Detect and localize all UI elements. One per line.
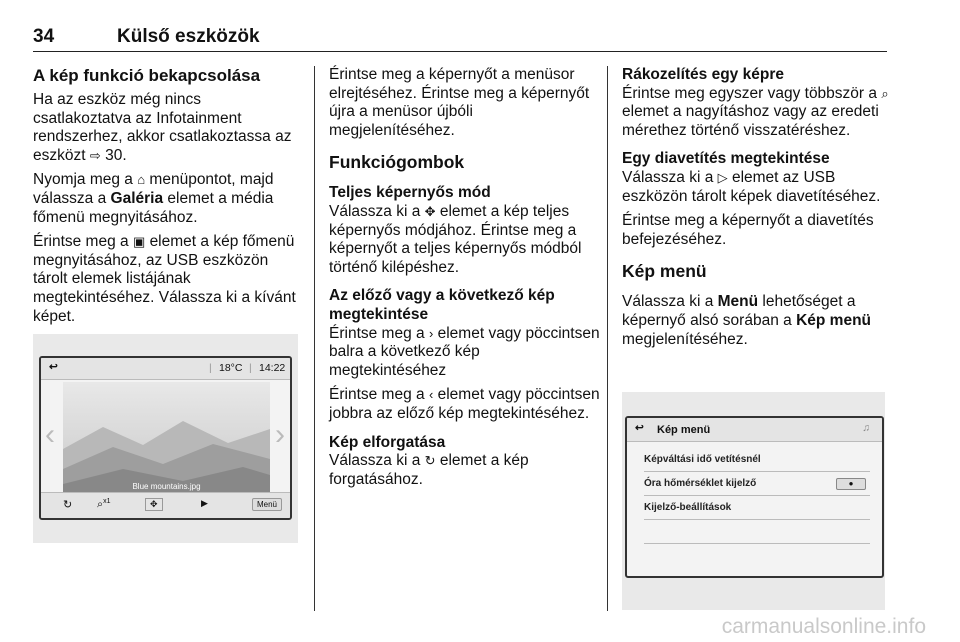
paragraph: Érintse meg a ‹ elemet vagy pöccintsen jobbra az előző kép megtekintéséhez. [329, 386, 600, 422]
column-divider [314, 66, 315, 611]
top-bar [627, 418, 882, 442]
menu-item[interactable]: Óra hőmérséklet kijelző [644, 472, 870, 496]
previous-icon[interactable]: ‹ [45, 418, 55, 451]
paragraph: Érintse meg a ▣ elemet a kép főmenü megnyitásához, az USB eszközön tárolt elemek listájának megtekintéséhez. Válassza ki a kívánt képet. [33, 233, 296, 325]
home-icon: ⌂ [137, 172, 146, 188]
picture[interactable] [63, 382, 270, 494]
subheading: Kép elforgatása [329, 433, 446, 451]
paragraph: Válassza ki a ▷ elemet az USB eszközön tárolt képek diavetítéséhez. [622, 168, 881, 205]
paragraph: Válassza ki a ↻ elemet a kép forgatásához. [329, 452, 529, 488]
menu-item[interactable]: Kijelző-beállítások [644, 496, 870, 520]
watermark: carmanualsonline.info [721, 615, 926, 638]
page-number: 34 [33, 26, 55, 47]
column-3 [622, 66, 894, 355]
menu-button[interactable]: Menü [252, 498, 282, 511]
picture-menu-screenshot [622, 392, 885, 610]
menu-item-empty [644, 520, 870, 544]
bottom-bar [41, 492, 290, 518]
paragraph: Érintse meg a képernyőt a diavetítés befejezéséhez. [622, 212, 874, 248]
column-1 [33, 66, 303, 332]
image-icon: ▣ [132, 234, 146, 250]
clock: 14:22 [259, 362, 286, 374]
paragraph: Válassza ki a ✥ elemet a kép teljes képernyős módjához. Érintse meg a képernyőt a teljes képernyős módból történő kilépéshez. [329, 202, 582, 276]
column-divider [607, 66, 608, 611]
section-heading: Kép menü [622, 261, 707, 282]
music-icon: ♫ [862, 422, 870, 434]
section-heading: Funkciógombok [329, 152, 465, 173]
zoom-icon: ⌕ [881, 85, 889, 101]
subheading: Az előző vagy a következő kép megtekintése [329, 287, 555, 323]
reference-arrow-icon: ⇨ [89, 147, 101, 163]
subheading: Egy diavetítés megtekintése [622, 150, 830, 168]
picture-menu-screen [625, 416, 884, 578]
fullscreen-icon: ✥ [424, 203, 436, 219]
page-header [33, 22, 887, 52]
paragraph: Válassza ki a Menü lehetőséget a képernyő alsó sorában a Kép menü megjelenítéséhez. [622, 293, 872, 348]
subheading: Rákozelítés egy képre [622, 66, 784, 83]
paragraph: Nyomja meg a ⌂ menüpontot, majd válassza a Galéria elemet a média főmenü megnyitásához. [33, 171, 274, 226]
paragraph: Érintse meg a › elemet vagy pöccintsen balra a következő kép megtekintéséhez [329, 324, 600, 379]
next-icon[interactable]: › [275, 418, 285, 451]
page-title: Külső eszközök [117, 26, 260, 47]
picture-viewer-screen [39, 356, 292, 520]
temperature: 18°C [219, 362, 243, 374]
paragraph: Érintse meg a képernyőt a menüsor elrejtéséhez. Érintse meg a képernyőt újra a menüsor újbóli megjelenítéséhez. [329, 66, 590, 139]
menu-item[interactable]: Képváltási idő vetítésnél [644, 448, 870, 472]
slideshow-icon[interactable]: ▶ [201, 498, 208, 508]
section-heading: A kép funkció bekapcsolása [33, 66, 261, 85]
paragraph: Ha az eszköz még nincs csatlakoztatva az Infotainment rendszerhez, akkor csatlakoztassa az eszközt ⇨ 30. [33, 91, 292, 164]
toggle-icon[interactable]: ● [836, 478, 866, 490]
menu-title: Kép menü [657, 424, 711, 436]
fullscreen-icon[interactable]: ✥ [145, 498, 163, 511]
subheading: Teljes képernyős mód [329, 184, 491, 202]
top-bar: ↩ | 18°C | 14:22 [41, 358, 290, 380]
file-name: Blue mountains.jpg [132, 482, 201, 491]
column-2 [329, 66, 601, 495]
slideshow-icon: ▷ [717, 169, 728, 185]
back-icon[interactable]: ↩ [635, 422, 644, 434]
rotate-icon: ↻ [424, 453, 436, 469]
rotate-icon[interactable]: ↻ [63, 499, 73, 511]
zoom-icon[interactable]: ⌕$^{x1}$ [97, 498, 111, 511]
chevron-right-icon: › [428, 325, 434, 341]
back-icon[interactable]: ↩ [49, 361, 58, 373]
paragraph: Érintse meg egyszer vagy többször a ⌕ elemet a nagyításhoz vagy az eredeti mérethez történő visszatéréshez. [622, 84, 889, 139]
chevron-left-icon: ‹ [428, 387, 434, 403]
picture-viewer-screenshot [33, 334, 298, 543]
